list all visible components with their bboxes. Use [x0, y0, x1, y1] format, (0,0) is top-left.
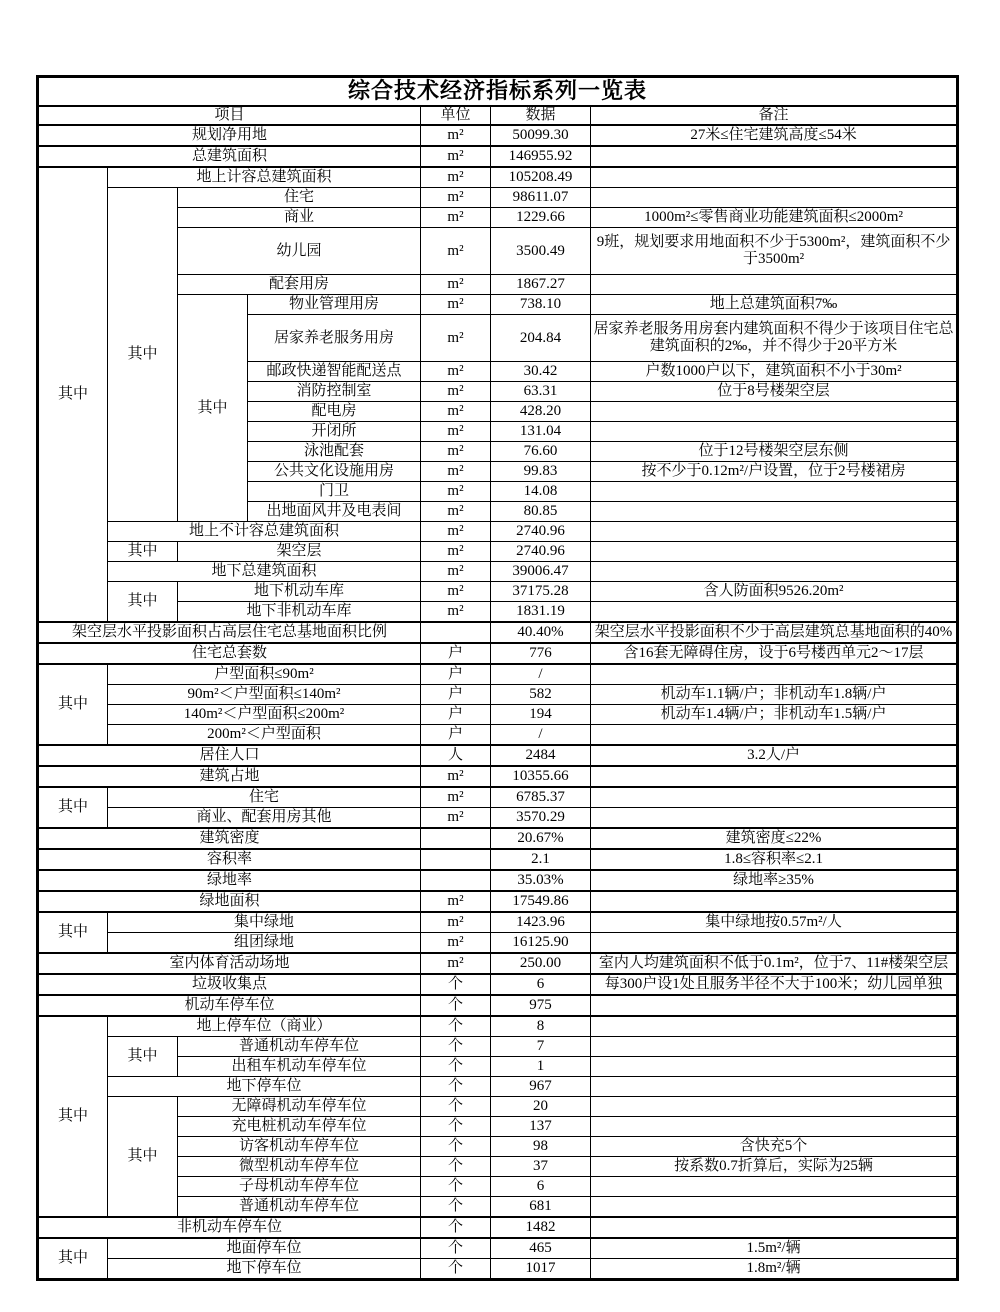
remark-cell: 绿地率≥35%	[591, 870, 958, 891]
unit-cell: m²	[421, 891, 491, 912]
table-row	[38, 188, 958, 208]
value-cell: 1867.27	[491, 275, 591, 295]
table-row	[38, 705, 958, 725]
unit-cell: 个	[421, 1097, 491, 1117]
unit-cell: 户	[421, 664, 491, 685]
table-row	[38, 1077, 958, 1097]
item-cell: 无障碍机动车停车位	[178, 1097, 421, 1117]
item-cell: 户型面积≤90m²	[108, 664, 421, 685]
col-header-unit: 单位	[421, 106, 491, 125]
item-cell: 地下机动车库	[178, 582, 421, 602]
unit-cell: m²	[421, 562, 491, 582]
value-cell: 37	[491, 1157, 591, 1177]
remark-cell: 1.5m²/辆	[591, 1238, 958, 1259]
item-cell: 容积率	[38, 849, 421, 870]
unit-cell: m²	[421, 912, 491, 933]
remark-cell	[591, 933, 958, 954]
value-cell: 194	[491, 705, 591, 725]
unit-cell: 个	[421, 1037, 491, 1057]
group-label-cell: 其中	[178, 295, 248, 522]
value-cell: 2740.96	[491, 522, 591, 542]
value-cell: 99.83	[491, 462, 591, 482]
unit-cell: m²	[421, 146, 491, 167]
group-label-cell: 其中	[108, 188, 178, 522]
unit-cell: m²	[421, 766, 491, 787]
group-label-cell: 其中	[38, 1016, 108, 1217]
remark-cell: 机动车1.4辆/户；非机动车1.5辆/户	[591, 705, 958, 725]
remark-cell	[591, 1016, 958, 1037]
value-cell: 20	[491, 1097, 591, 1117]
value-cell: 50099.30	[491, 125, 591, 146]
value-cell: 1423.96	[491, 912, 591, 933]
value-cell: 39006.47	[491, 562, 591, 582]
unit-cell: m²	[421, 602, 491, 623]
item-cell: 商业、配套用房其他	[108, 808, 421, 829]
group-label-cell: 其中	[38, 167, 108, 622]
unit-cell: m²	[421, 382, 491, 402]
remark-cell	[591, 562, 958, 582]
item-cell: 规划净用地	[38, 125, 421, 146]
unit-cell: 个	[421, 1259, 491, 1280]
group-label-cell: 其中	[38, 912, 108, 953]
group-label-cell: 其中	[108, 1097, 178, 1218]
value-cell: 1831.19	[491, 602, 591, 623]
table-row	[38, 953, 958, 974]
table-row	[38, 974, 958, 995]
item-cell: 住宅总套数	[38, 643, 421, 664]
unit-cell: 个	[421, 974, 491, 995]
unit-cell: 个	[421, 1077, 491, 1097]
value-cell: /	[491, 664, 591, 685]
item-cell: 居家养老服务用房	[248, 315, 421, 362]
value-cell: 76.60	[491, 442, 591, 462]
remark-cell: 含人防面积9526.20m²	[591, 582, 958, 602]
table-row	[38, 562, 958, 582]
value-cell: 6	[491, 1177, 591, 1197]
remark-cell	[591, 1037, 958, 1057]
unit-cell: 户	[421, 685, 491, 705]
item-cell: 140m²＜户型面积≤200m²	[108, 705, 421, 725]
remark-cell: 户数1000户以下，建筑面积不小于30m²	[591, 362, 958, 382]
item-cell: 子母机动车停车位	[178, 1177, 421, 1197]
item-cell: 消防控制室	[248, 382, 421, 402]
group-label-cell: 其中	[108, 542, 178, 562]
unit-cell: m²	[421, 542, 491, 562]
remark-cell	[591, 422, 958, 442]
table-row	[38, 522, 958, 542]
remark-cell	[591, 1177, 958, 1197]
value-cell: 250.00	[491, 953, 591, 974]
table-row	[38, 167, 958, 188]
item-cell: 地下非机动车库	[178, 602, 421, 623]
value-cell: /	[491, 725, 591, 746]
remark-cell: 按不少于0.12m²/户设置，位于2号楼裙房	[591, 462, 958, 482]
group-label-cell: 其中	[38, 787, 108, 828]
value-cell: 776	[491, 643, 591, 664]
table-row	[38, 542, 958, 562]
item-cell: 充电桩机动车停车位	[178, 1117, 421, 1137]
remark-cell: 1000m²≤零售商业功能建筑面积≤2000m²	[591, 208, 958, 228]
value-cell: 146955.92	[491, 146, 591, 167]
value-cell: 465	[491, 1238, 591, 1259]
value-cell: 20.67%	[491, 828, 591, 849]
remark-cell	[591, 482, 958, 502]
unit-cell: m²	[421, 295, 491, 315]
remark-cell: 室内人均建筑面积不低于0.1m²，位于7、11#楼架空层	[591, 953, 958, 974]
value-cell: 1017	[491, 1259, 591, 1280]
remark-cell	[591, 766, 958, 787]
value-cell: 7	[491, 1037, 591, 1057]
unit-cell: 个	[421, 1197, 491, 1218]
value-cell: 1482	[491, 1217, 591, 1238]
item-cell: 物业管理用房	[248, 295, 421, 315]
unit-cell: m²	[421, 953, 491, 974]
group-label-cell: 其中	[108, 582, 178, 623]
remark-cell	[591, 402, 958, 422]
table-row	[38, 146, 958, 167]
remark-cell: 集中绿地按0.57m²/人	[591, 912, 958, 933]
item-cell: 建筑占地	[38, 766, 421, 787]
item-cell: 地上不计容总建筑面积	[108, 522, 421, 542]
remark-cell	[591, 275, 958, 295]
remark-cell: 27米≤住宅建筑高度≤54米	[591, 125, 958, 146]
unit-cell: 个	[421, 1217, 491, 1238]
remark-cell	[591, 542, 958, 562]
item-cell: 居住人口	[38, 745, 421, 766]
unit-cell: m²	[421, 462, 491, 482]
unit-cell: m²	[421, 167, 491, 188]
unit-cell: m²	[421, 502, 491, 522]
unit-cell: m²	[421, 125, 491, 146]
item-cell: 开闭所	[248, 422, 421, 442]
item-cell: 出租车机动车停车位	[178, 1057, 421, 1077]
unit-cell: 个	[421, 995, 491, 1016]
col-header-data: 数据	[491, 106, 591, 125]
remark-cell	[591, 188, 958, 208]
item-cell: 住宅	[108, 787, 421, 808]
table-row	[38, 664, 958, 685]
item-cell: 垃圾收集点	[38, 974, 421, 995]
unit-cell: 户	[421, 725, 491, 746]
unit-cell: m²	[421, 228, 491, 275]
table-row	[38, 1037, 958, 1057]
unit-cell: m²	[421, 482, 491, 502]
value-cell: 967	[491, 1077, 591, 1097]
remark-cell: 含16套无障碍住房，设于6号楼西单元2～17层	[591, 643, 958, 664]
table-row	[38, 912, 958, 933]
remark-cell	[591, 602, 958, 623]
table-row	[38, 849, 958, 870]
remark-cell	[591, 995, 958, 1016]
header-row	[38, 106, 958, 125]
item-cell: 非机动车停车位	[38, 1217, 421, 1238]
item-cell: 访客机动车停车位	[178, 1137, 421, 1157]
remark-cell	[591, 1217, 958, 1238]
unit-cell: m²	[421, 208, 491, 228]
item-cell: 总建筑面积	[38, 146, 421, 167]
table-body	[38, 77, 958, 1280]
remark-cell: 建筑密度≤22%	[591, 828, 958, 849]
value-cell: 2484	[491, 745, 591, 766]
item-cell: 出地面风井及电表间	[248, 502, 421, 522]
unit-cell	[421, 870, 491, 891]
remark-cell: 架空层水平投影面积不少于高层建筑总基地面积的40%	[591, 622, 958, 643]
item-cell: 200m²＜户型面积	[108, 725, 421, 746]
item-cell: 泳池配套	[248, 442, 421, 462]
indicators-table	[36, 75, 959, 1281]
table-row	[38, 766, 958, 787]
item-cell: 建筑密度	[38, 828, 421, 849]
remark-cell	[591, 522, 958, 542]
item-cell: 普通机动车停车位	[178, 1037, 421, 1057]
value-cell: 975	[491, 995, 591, 1016]
table-row	[38, 995, 958, 1016]
unit-cell: 个	[421, 1117, 491, 1137]
item-cell: 地下总建筑面积	[108, 562, 421, 582]
value-cell: 131.04	[491, 422, 591, 442]
value-cell: 80.85	[491, 502, 591, 522]
item-cell: 室内体育活动场地	[38, 953, 421, 974]
value-cell: 6	[491, 974, 591, 995]
remark-cell: 1.8≤容积率≤2.1	[591, 849, 958, 870]
value-cell: 98611.07	[491, 188, 591, 208]
item-cell: 集中绿地	[108, 912, 421, 933]
value-cell: 6785.37	[491, 787, 591, 808]
unit-cell: m²	[421, 522, 491, 542]
item-cell: 住宅	[178, 188, 421, 208]
remark-cell: 按系数0.7折算后，实际为25辆	[591, 1157, 958, 1177]
unit-cell: m²	[421, 422, 491, 442]
remark-cell: 每300户设1处且服务半径不大于100米；幼儿园单独	[591, 974, 958, 995]
value-cell: 204.84	[491, 315, 591, 362]
table-row	[38, 808, 958, 829]
table-row	[38, 870, 958, 891]
table-row	[38, 1238, 958, 1259]
unit-cell: 户	[421, 705, 491, 725]
item-cell: 门卫	[248, 482, 421, 502]
unit-cell: 户	[421, 643, 491, 664]
group-label-cell: 其中	[108, 1037, 178, 1077]
item-cell: 幼儿园	[178, 228, 421, 275]
item-cell: 公共文化设施用房	[248, 462, 421, 482]
item-cell: 绿地率	[38, 870, 421, 891]
item-cell: 配电房	[248, 402, 421, 422]
unit-cell	[421, 622, 491, 643]
value-cell: 428.20	[491, 402, 591, 422]
item-cell: 地上计容总建筑面积	[108, 167, 421, 188]
value-cell: 10355.66	[491, 766, 591, 787]
table-row	[38, 1016, 958, 1037]
table-row	[38, 725, 958, 746]
page-title: 综合技术经济指标系列一览表	[38, 77, 958, 107]
table-row	[38, 125, 958, 146]
item-cell: 组团绿地	[108, 933, 421, 954]
remark-cell	[591, 1097, 958, 1117]
remark-cell: 机动车1.1辆/户；非机动车1.8辆/户	[591, 685, 958, 705]
remark-cell: 含快充5个	[591, 1137, 958, 1157]
remark-cell: 位于8号楼架空层	[591, 382, 958, 402]
table-row	[38, 1259, 958, 1280]
remark-cell	[591, 146, 958, 167]
remark-cell: 3.2人/户	[591, 745, 958, 766]
unit-cell: m²	[421, 933, 491, 954]
value-cell: 30.42	[491, 362, 591, 382]
value-cell: 2.1	[491, 849, 591, 870]
item-cell: 邮政快递智能配送点	[248, 362, 421, 382]
table-row	[38, 745, 958, 766]
value-cell: 16125.90	[491, 933, 591, 954]
value-cell: 681	[491, 1197, 591, 1218]
item-cell: 普通机动车停车位	[178, 1197, 421, 1218]
unit-cell: m²	[421, 787, 491, 808]
unit-cell: m²	[421, 442, 491, 462]
value-cell: 2740.96	[491, 542, 591, 562]
unit-cell: 个	[421, 1157, 491, 1177]
unit-cell: m²	[421, 188, 491, 208]
table-row	[38, 1217, 958, 1238]
table-row	[38, 582, 958, 602]
unit-cell: 个	[421, 1238, 491, 1259]
value-cell: 3570.29	[491, 808, 591, 829]
remark-cell	[591, 502, 958, 522]
item-cell: 配套用房	[178, 275, 421, 295]
item-cell: 90m²＜户型面积≤140m²	[108, 685, 421, 705]
value-cell: 98	[491, 1137, 591, 1157]
value-cell: 63.31	[491, 382, 591, 402]
remark-cell	[591, 787, 958, 808]
item-cell: 地面停车位	[108, 1238, 421, 1259]
unit-cell: m²	[421, 402, 491, 422]
remark-cell	[591, 1057, 958, 1077]
remark-cell	[591, 725, 958, 746]
value-cell: 35.03%	[491, 870, 591, 891]
table-row	[38, 933, 958, 954]
table-row	[38, 1097, 958, 1117]
item-cell: 地下停车位	[108, 1077, 421, 1097]
table-row	[38, 787, 958, 808]
title-row	[38, 77, 958, 107]
value-cell: 40.40%	[491, 622, 591, 643]
col-header-project: 项目	[38, 106, 421, 125]
unit-cell	[421, 849, 491, 870]
value-cell: 3500.49	[491, 228, 591, 275]
col-header-remark: 备注	[591, 106, 958, 125]
unit-cell: 个	[421, 1137, 491, 1157]
table-row	[38, 685, 958, 705]
item-cell: 地下停车位	[108, 1259, 421, 1280]
remark-cell	[591, 808, 958, 829]
remark-cell: 9班，规划要求用地面积不少于5300m²，建筑面积不少于3500m²	[591, 228, 958, 275]
remark-cell: 位于12号楼架空层东侧	[591, 442, 958, 462]
value-cell: 37175.28	[491, 582, 591, 602]
unit-cell: m²	[421, 808, 491, 829]
item-cell: 商业	[178, 208, 421, 228]
unit-cell: m²	[421, 582, 491, 602]
value-cell: 1229.66	[491, 208, 591, 228]
unit-cell: m²	[421, 362, 491, 382]
value-cell: 137	[491, 1117, 591, 1137]
value-cell: 105208.49	[491, 167, 591, 188]
table-row	[38, 622, 958, 643]
unit-cell	[421, 828, 491, 849]
group-label-cell: 其中	[38, 1238, 108, 1280]
unit-cell: 人	[421, 745, 491, 766]
group-label-cell: 其中	[38, 664, 108, 745]
remark-cell	[591, 1077, 958, 1097]
item-cell: 架空层水平投影面积占高层住宅总基地面积比例	[38, 622, 421, 643]
remark-cell	[591, 1197, 958, 1218]
item-cell: 地上停车位（商业）	[108, 1016, 421, 1037]
value-cell: 738.10	[491, 295, 591, 315]
value-cell: 14.08	[491, 482, 591, 502]
remark-cell	[591, 1117, 958, 1137]
unit-cell: 个	[421, 1057, 491, 1077]
value-cell: 17549.86	[491, 891, 591, 912]
table-row	[38, 891, 958, 912]
item-cell: 绿地面积	[38, 891, 421, 912]
unit-cell: 个	[421, 1016, 491, 1037]
table-row	[38, 643, 958, 664]
item-cell: 机动车停车位	[38, 995, 421, 1016]
remark-cell	[591, 167, 958, 188]
table-row	[38, 828, 958, 849]
remark-cell	[591, 664, 958, 685]
item-cell: 架空层	[178, 542, 421, 562]
value-cell: 1	[491, 1057, 591, 1077]
remark-cell: 1.8m²/辆	[591, 1259, 958, 1280]
unit-cell: 个	[421, 1177, 491, 1197]
value-cell: 8	[491, 1016, 591, 1037]
remark-cell	[591, 891, 958, 912]
remark-cell: 地上总建筑面积7‰	[591, 295, 958, 315]
value-cell: 582	[491, 685, 591, 705]
unit-cell: m²	[421, 275, 491, 295]
unit-cell: m²	[421, 315, 491, 362]
remark-cell: 居家养老服务用房套内建筑面积不得少于该项目住宅总建筑面积的2‰，并不得少于20平方米	[591, 315, 958, 362]
item-cell: 微型机动车停车位	[178, 1157, 421, 1177]
